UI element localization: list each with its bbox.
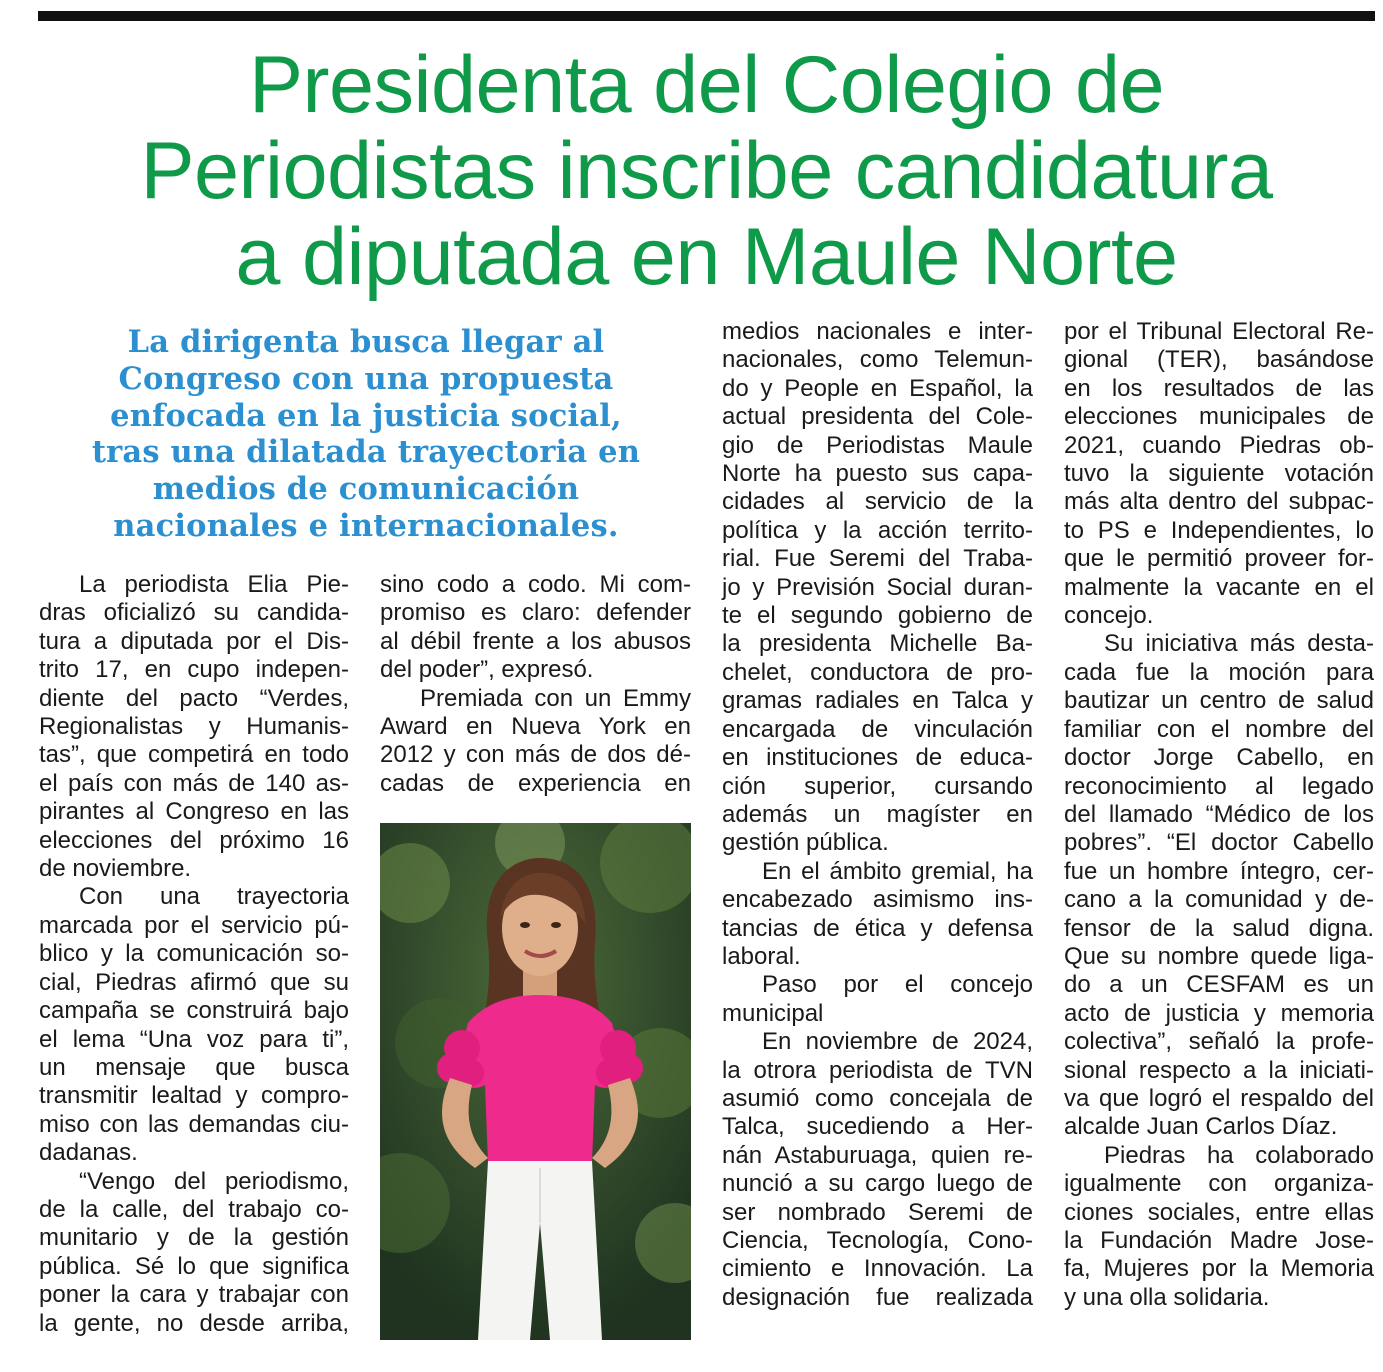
article-text-line: la Fundación Madre Jose- — [1064, 1227, 1374, 1254]
article-text-line: cial, Piedras afirmó que su — [39, 968, 349, 996]
article-text-line: por el Tribunal Electoral Re- — [1064, 318, 1374, 345]
article-text-line: de noviembre. — [39, 855, 192, 883]
article-text-line: Que su nombre quede liga- — [1064, 942, 1374, 970]
article-text-line: ción superior, cursando — [722, 772, 1033, 800]
article-text-line: rial. Fue Seremi del Traba- — [722, 545, 1033, 573]
article-text-line: igualmente con organiza- — [1064, 1170, 1374, 1198]
article-text-line: tura a diputada por el Dis- — [39, 627, 349, 655]
article-text-line: el país con más de 140 as- — [39, 769, 349, 797]
article-text-line: Award en Nueva York en — [380, 713, 691, 741]
article-text-line: tancias de ética y defensa — [722, 914, 1033, 942]
article-text-line: 2021, cuando Piedras ob- — [1064, 431, 1374, 459]
article-text-line: do y People en Español, la — [722, 374, 1033, 402]
article-text-line: do a un CESFAM es un — [1064, 971, 1374, 999]
article-text-line: cadas de experiencia en — [380, 769, 691, 797]
article-text-line: Con una trayectoria — [79, 883, 349, 911]
article-text-line: munitario y de la gestión — [39, 1224, 349, 1252]
article-text-line: fensor de la salud digna. — [1064, 914, 1374, 942]
article-text-line: poner la cara y trabajar con — [39, 1281, 349, 1309]
article-text-line: laboral. — [722, 942, 801, 970]
article-text-line: trito 17, en cupo indepen- — [39, 656, 349, 684]
article-text-line: reconocimiento al legado — [1064, 772, 1374, 800]
article-text-line: alcalde Juan Carlos Díaz. — [1064, 1113, 1338, 1141]
article-text-line: miso con las demandas ciu- — [39, 1110, 349, 1138]
article-text-line: Norte ha puesto sus capa- — [722, 460, 1033, 488]
article-text-line: el lema “Una voz para ti”, — [39, 1025, 349, 1053]
article-text-line: gestión pública. — [722, 829, 889, 857]
article-text-line: la otrora periodista de TVN — [722, 1056, 1033, 1084]
article-text-line: más alta dentro del subpac- — [1064, 488, 1374, 516]
article-text-line: gional (TER), basándose — [1064, 346, 1374, 374]
article-text-line: te el segundo gobierno de — [722, 602, 1033, 630]
article-text-line: fa, Mujeres por la Memoria — [1064, 1255, 1374, 1283]
article-text-line: nunció a su cargo luego de — [722, 1170, 1033, 1198]
article-text-line: del llamado “Médico de los — [1064, 800, 1374, 828]
deck-line: enfocada en la justicia social, — [110, 397, 622, 434]
article-text-line: En el ámbito gremial, ha — [762, 857, 1033, 885]
article-text-line: pobres”. “El doctor Cabello — [1064, 829, 1374, 857]
article-text-line: además un magíster en — [722, 800, 1033, 828]
article-text-line: Su iniciativa más desta- — [1104, 630, 1374, 658]
portrait-illustration — [380, 823, 691, 1340]
article-text-line: Paso por el concejo — [762, 971, 1033, 999]
article-text-line: pirantes al Congreso en las — [39, 798, 349, 826]
article-text-line: cano a la comunidad y de- — [1064, 886, 1374, 914]
article-text-line: cidades al servicio de la — [722, 488, 1033, 516]
article-text-line: bautizar un centro de salud — [1064, 687, 1374, 715]
headline-line: Periodistas inscribe candidatura — [140, 126, 1273, 216]
article-text-line: gio de Periodistas Maule — [722, 431, 1033, 459]
article-text-line: en los resultados de las — [1064, 374, 1374, 402]
article-text-line: malmente la vacante en el — [1064, 573, 1374, 601]
article-text-line: familiar con el nombre del — [1064, 715, 1374, 743]
deck-line: La dirigenta busca llegar al — [127, 324, 605, 360]
article-text-line: La periodista Elia Pie- — [79, 571, 349, 598]
article-text-line: nán Astaburuaga, quien re- — [722, 1141, 1033, 1169]
article-text-line: Ciencia, Tecnología, Cono- — [722, 1227, 1033, 1254]
article-text-line: promiso es claro: defender — [380, 599, 691, 627]
article-text-line: campaña se construirá bajo — [39, 997, 349, 1025]
article-text-line: acto de justicia y memoria — [1064, 999, 1374, 1027]
article-text-line: municipal — [722, 999, 824, 1027]
article-text-line: Regionalistas y Humanis- — [39, 713, 349, 741]
article-text-line: medios nacionales e inter- — [722, 318, 1033, 345]
article-text-line: transmitir lealtad y compro- — [39, 1082, 349, 1110]
article-text-line: la gente, no desde arriba, — [39, 1309, 349, 1337]
article-text-line: concejo. — [1064, 602, 1154, 630]
article-text-line: marcada por el servicio pú- — [39, 911, 349, 939]
article-text-line: ser nombrado Seremi de — [722, 1198, 1033, 1226]
article-text-line: cada fue la moción para — [1064, 658, 1374, 686]
article-text-line: nacionales, como Telemun- — [722, 346, 1033, 374]
article-text-line: fue un hombre íntegro, cer- — [1064, 857, 1374, 885]
candidate-photo — [380, 823, 691, 1340]
article-text-line: designación fue realizada — [722, 1283, 1033, 1311]
article-text-line: y una olla solidaria. — [1064, 1283, 1270, 1311]
article-text-line: elecciones del próximo 16 — [39, 826, 349, 854]
article-text-line: colectiva”, señaló la profe- — [1064, 1028, 1374, 1056]
article-text-line: cimiento e Innovación. La — [722, 1255, 1033, 1283]
article-text-line: al débil frente a los abusos — [380, 627, 691, 655]
article-text-line: to PS e Independientes, lo — [1064, 516, 1374, 544]
article-text-line: 2012 y con más de dos dé- — [380, 741, 691, 769]
article-text-line: dadanas. — [39, 1139, 138, 1167]
headline — [38, 42, 1375, 300]
article-text-line: “Vengo del periodismo, — [79, 1167, 349, 1195]
article-text-line: blico y la comunicación so- — [39, 940, 349, 968]
article-text-line: diente del pacto “Verdes, — [39, 684, 349, 712]
deck-line: Congreso con una propuesta — [118, 360, 614, 397]
article-text-line: pública. Sé lo que significa — [39, 1252, 349, 1280]
article-column-3 — [722, 318, 1033, 1312]
article-text-line: encabezado asimismo ins- — [722, 886, 1033, 914]
article-text-line: la presidenta Michelle Ba- — [722, 630, 1033, 658]
article-text-line: de la calle, del trabajo co- — [39, 1195, 349, 1223]
article-text-line: elecciones municipales de — [1064, 403, 1374, 431]
article-text-line: sino codo a codo. Mi com- — [380, 571, 691, 598]
article-text-line: dras oficializó su candida- — [39, 599, 349, 627]
article-text-line: política y la acción territo- — [722, 516, 1033, 544]
article-text-line: tas”, que competirá en todo — [39, 741, 349, 769]
article-text-line: del poder”, expresó. — [380, 656, 594, 684]
article-text-line: que le permitió proveer for- — [1064, 545, 1374, 573]
article-text-line: gramas radiales en Talca y — [722, 687, 1033, 715]
deck-line: tras una dilatada trayectoria en — [91, 434, 641, 471]
article-text-line: en instituciones de educa- — [722, 744, 1033, 772]
article-column-2 — [380, 571, 691, 798]
deck-subheading — [40, 324, 692, 545]
article-text-line: va que logró el respaldo del — [1064, 1084, 1374, 1112]
deck-line: medios de comunicación — [152, 471, 580, 508]
deck-line: nacionales e internacionales. — [113, 507, 619, 544]
article-text-line: Talca, sucediendo a Her- — [722, 1113, 1033, 1141]
article-text-line: un mensaje que busca — [39, 1053, 349, 1081]
article-text-line: jo y Previsión Social duran- — [722, 573, 1033, 601]
article-text-line: encargada de vinculación — [722, 715, 1033, 743]
article-text-line: Piedras ha colaborado — [1104, 1141, 1374, 1169]
article-text-line: Premiada con un Emmy — [420, 684, 691, 712]
article-text-line: tuvo la siguiente votación — [1064, 460, 1374, 488]
article-column-1 — [39, 571, 349, 1338]
headline-line: Presidenta del Colegio de — [248, 40, 1165, 130]
headline-line: a diputada en Maule Norte — [235, 212, 1178, 302]
article-text-line: ciones sociales, entre ellas — [1064, 1198, 1374, 1226]
article-text-line: asumió como concejala de — [722, 1084, 1033, 1112]
article-text-line: chelet, conductora de pro- — [722, 658, 1033, 686]
article-column-4 — [1064, 318, 1374, 1312]
article-text-line: En noviembre de 2024, — [762, 1028, 1033, 1056]
article-text-line: doctor Jorge Cabello, en — [1064, 744, 1374, 772]
top-rule — [38, 11, 1375, 21]
article-text-line: actual presidenta del Cole- — [722, 403, 1033, 431]
article-text-line: sional respecto a la iniciati- — [1064, 1056, 1374, 1084]
